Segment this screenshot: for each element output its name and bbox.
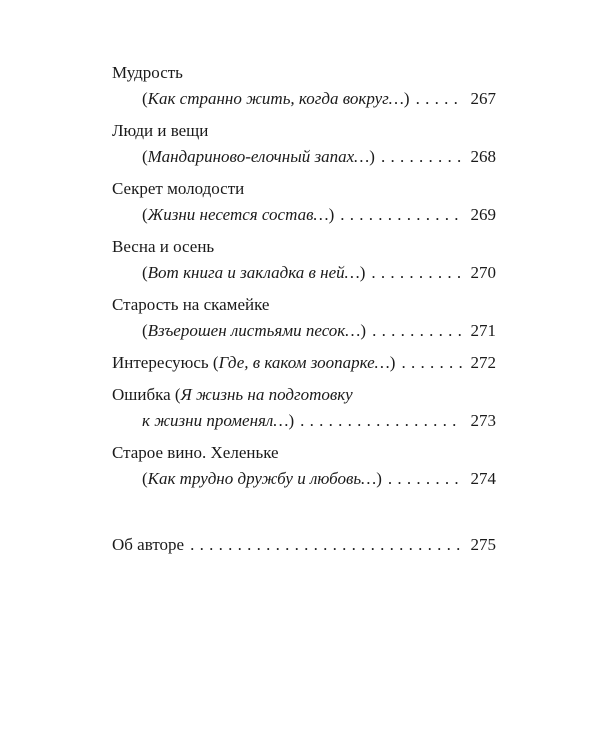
dot-leader <box>401 350 462 376</box>
toc-entry-first-line: Вот книга и закладка в ней… <box>147 263 360 282</box>
toc-entry-title-line <box>112 382 496 408</box>
toc-entry[interactable] <box>112 440 496 492</box>
toc-entry-title-with-subtitle: Интересуюсь (Где, в каком зоопарке…) <box>112 353 396 372</box>
toc-entry[interactable] <box>112 118 496 170</box>
dot-leader <box>371 260 462 286</box>
toc-entry-subtitle: (Жизни несется состав…) <box>142 205 335 224</box>
toc-entry-title-line <box>112 440 496 466</box>
section-spacer <box>112 498 496 532</box>
toc-entry-title-line <box>112 350 496 376</box>
toc-entry-title-line <box>112 234 496 260</box>
toc-entry-subtitle-line <box>112 318 496 344</box>
toc-entry-subtitle-line <box>112 408 496 434</box>
toc-page-number: 268 <box>470 147 496 166</box>
dot-leader <box>340 202 462 228</box>
toc-entry-subtitle-line <box>112 260 496 286</box>
dot-leader <box>300 408 462 434</box>
toc-page-number: 274 <box>470 469 496 488</box>
toc-entry-subtitle: к жизни променял…) <box>142 411 295 430</box>
toc-page-number: 270 <box>470 263 496 282</box>
toc-entry-first-line: Я жизнь на подготовку <box>180 385 353 404</box>
toc-page-number: 269 <box>470 205 496 224</box>
toc-entry[interactable] <box>112 60 496 112</box>
toc-entry-title: Секрет молодости <box>112 179 245 198</box>
toc-entry-subtitle-line <box>112 466 496 492</box>
toc-entry-title: Старость на скамейке <box>112 295 270 314</box>
toc-entry-subtitle: (Взъерошен листьями песок…) <box>142 321 367 340</box>
toc-entry-title-line <box>112 292 496 318</box>
toc-entry-title: Люди и вещи <box>112 121 209 140</box>
toc-page-number: 267 <box>470 89 496 108</box>
toc-entry-title-line <box>112 118 496 144</box>
toc-entry[interactable] <box>112 382 496 434</box>
toc-entry-title-line <box>112 176 496 202</box>
toc-entry[interactable] <box>112 292 496 344</box>
toc-entry-first-line: Как странно жить, когда вокруг… <box>147 89 404 108</box>
toc-entry-subtitle-line <box>112 202 496 228</box>
toc-entry-subtitle: (Как трудно дружбу и любовь…) <box>142 469 382 488</box>
toc-entry-title-line <box>112 60 496 86</box>
toc-entry-subtitle: (Как странно жить, когда вокруг…) <box>142 89 410 108</box>
table-of-contents <box>112 60 496 564</box>
toc-entry-title-line <box>112 532 496 558</box>
toc-page-number: 271 <box>470 321 496 340</box>
toc-entry-first-line: Жизни несется состав… <box>147 205 329 224</box>
toc-entry-first-line: Взъерошен листьями песок… <box>147 321 361 340</box>
toc-entry[interactable] <box>112 176 496 228</box>
toc-entry-title: Об авторе <box>112 535 185 554</box>
toc-entry-title: Старое вино. Хеленьке <box>112 443 279 462</box>
toc-entry-first-line: Мандариново-елочный запах… <box>147 147 370 166</box>
toc-entry-subtitle: (Мандариново-елочный запах…) <box>142 147 375 166</box>
toc-entry-first-line-continued: к жизни променял… <box>142 411 289 430</box>
toc-entry-title: Интересуюсь <box>112 353 209 372</box>
toc-entry[interactable] <box>112 234 496 286</box>
toc-entry-subtitle-line <box>112 144 496 170</box>
toc-page-number: 275 <box>470 535 496 554</box>
toc-entry-title-with-subtitle: Ошибка (Я жизнь на подготовку <box>112 385 353 404</box>
dot-leader <box>372 318 462 344</box>
toc-entry-title: Мудрость <box>112 63 183 82</box>
dot-leader <box>388 466 462 492</box>
dot-leader <box>381 144 462 170</box>
toc-entry-subtitle: (Вот книга и закладка в ней…) <box>142 263 366 282</box>
toc-entry-subtitle-line <box>112 86 496 112</box>
toc-entry-first-line: Как трудно дружбу и любовь… <box>147 469 377 488</box>
toc-entry-about-author[interactable] <box>112 532 496 558</box>
toc-entry-title: Весна и осень <box>112 237 215 256</box>
toc-entry-title: Ошибка <box>112 385 171 404</box>
toc-entry[interactable] <box>112 350 496 376</box>
dot-leader <box>190 532 462 558</box>
toc-page-number: 272 <box>470 353 496 372</box>
dot-leader <box>416 86 462 112</box>
toc-page-number: 273 <box>470 411 496 430</box>
toc-entry-first-line: Где, в каком зоопарке… <box>218 353 390 372</box>
